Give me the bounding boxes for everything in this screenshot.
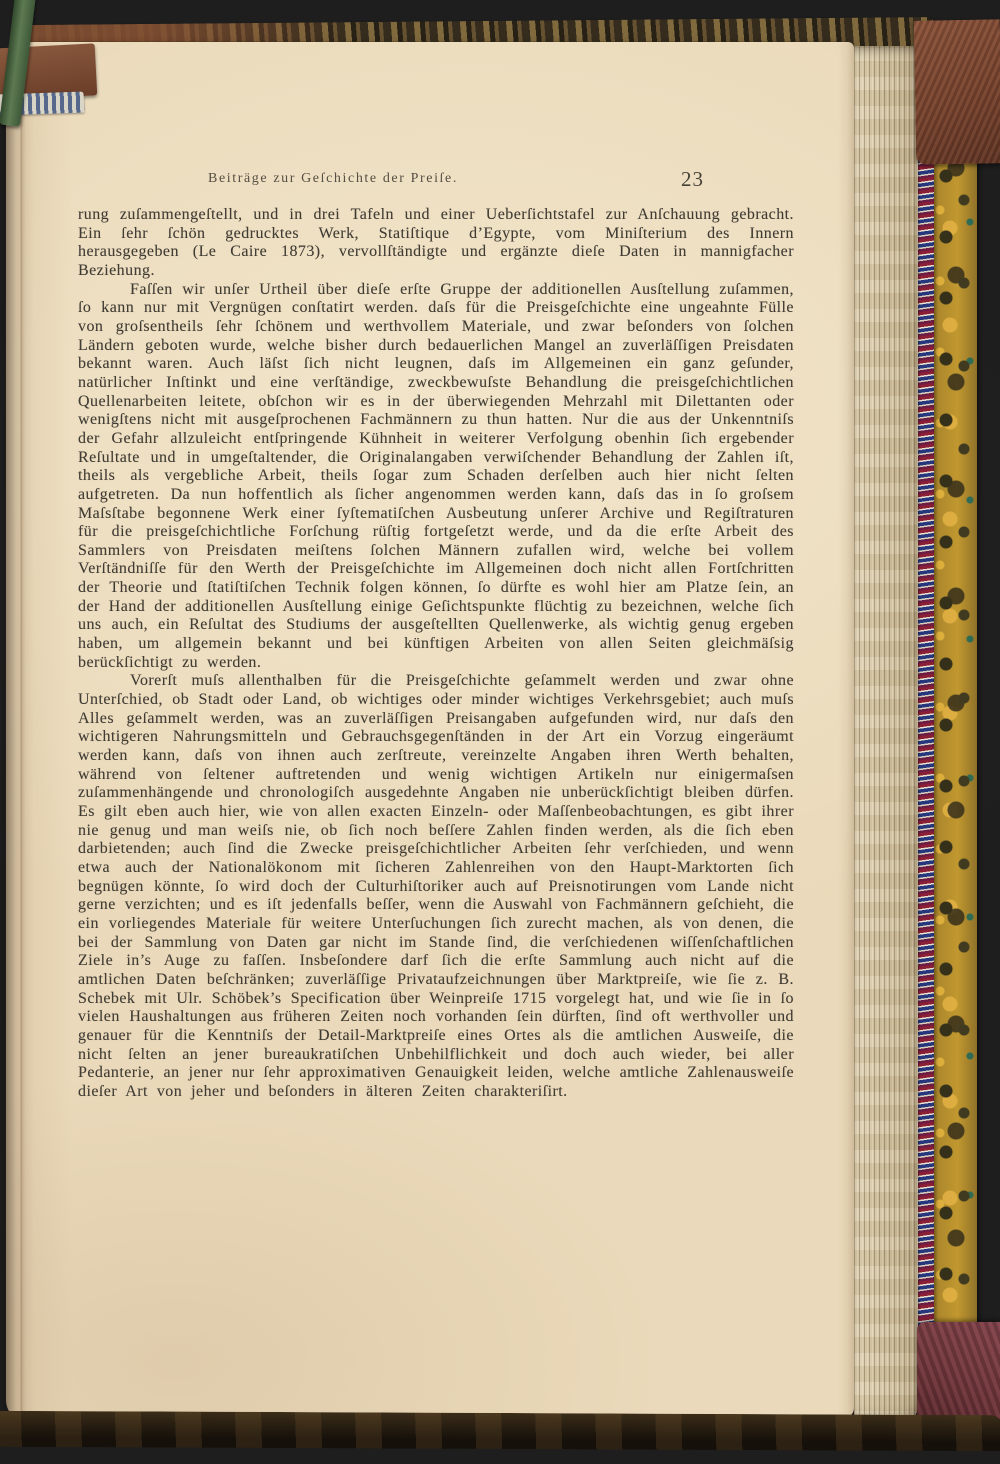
book-page xyxy=(6,42,854,1418)
page-body-text xyxy=(78,206,794,1102)
leather-corner-top-right xyxy=(914,19,1000,164)
printed-text-area xyxy=(78,42,794,1418)
paragraph-vorerst: Vorerſt muſs allenthalben für die Preisgeſchichte geſammelt werden und zwar ohne Unterſchied, ob Stadt oder Land, ob wichtiges oder minder wichtiges Verkehrsgebiet; auch muſs Alles geſammelt werden, was an zuverläſſigen Preisangaben aufgefunden wird, nur daſs den wichtigeren Nahrungsmitteln und Gebrauchsgegenſtänden in der Art ein Vorzug eingeräumt werden kann, daſs von ihnen auch zerſtreute, vereinzelte Angaben ihren Werth behalten, während von ſeltener auftretenden und wenig wichtigen Artikeln nur einigermaſsen zuſammenhängende und chronologiſch ausgedehnte Angaben nie unberückſichtigt bleiben dürfen. Es gilt eben auch hier, wie von allen exacten Einzeln- oder Maſſenbeobachtungen, es gibt ihrer nie genug und man weiſs nie, ob ſich noch beſſere Zahlen finden werden, als die ſich eben darbietenden; auch ſind die Zwecke preisgeſchichtlicher Arbeiten ſehr verſchieden, und wenn etwa auch der Nationalökonom mit ſicheren Zahlenreihen von den Haupt-Marktorten ſich begnügen könnte, ſo wird doch der Culturhiſtoriker auch auf Preisnotirungen vom Lande nicht gerne verzichten; und es iſt jedenfalls beſſer, wenn die Auswahl von Fachmännern geſchieht, die ein vorliegendes Materiale für weitere Unterſuchungen ſich zurecht machen, als von denen, die bei der Sammlung von Daten gar nicht im Stande ſind, die verſchiedenen wiſſenſchaftlichen Ziele in’s Auge zu faſſen. Insbeſondere darf ſich die erſte Sammlung auch nicht auf die amtlichen Daten beſchränken; zuverläſſige Privataufzeichnungen über Marktpreiſe, wie ſie z. B. Schebek mit Ulr. Schöbek’s Specification über Weinpreiſe 1715 vorgelegt hat, und wie ſie in ſo vielen Haushaltungen aus früheren Zeiten noch vorhanden ſein dürften, ſind oft werthvoller und genauer für die Kenntniſs der Detail-Marktpreiſe eines Ortes als die amtlichen Ausweiſe, die nicht ſelten an jener bureaukratiſchen Unbehilflichkeit und doch auch wieder, bei aller Pedanterie, an jener nur ſehr approximativen Genauigkeit leiden, welche amtliche Zahlenausweiſe dieſer Art von jeher und beſonders in älteren Zeiten charakteriſirt. xyxy=(78,672,794,1100)
running-header-title: Beiträge zur Geſchichte der Preiſe. xyxy=(208,171,458,186)
paragraph-fassen-wir: Faſſen wir unſer Urtheil über dieſe erſte Gruppe der additionellen Ausſtellung zuſammen, ſo kann nur mit Vergnügen conſtatirt werden. daſs für die Preisgeſchichte eine ungeahnte Fülle von groſsentheils ſehr ſchönem und werthvollem Materiale, und zwar beſonders von ſolchen Ländern geboten wurde, welche bisher durch bedauerlichen Mangel an zuverläſſigen Preisdaten bekannt waren. Auch läſst ſich nicht leugnen, daſs im Allgemeinen ein ganz geſunder, natürlicher Inſtinkt und eine verſtändige, zweckbewuſste Behandlung die preisgeſchichtlichen Quellenarbeiten leitete, obſchon wir es in der überwiegenden Mehrzahl mit Dilettanten oder wenigſtens nicht mit ausgeſprochenen Fachmännern zu thun hatten. Nur die aus der Unkenntniſs der Gefahr allzuleicht entſpringende Kühnheit in weiterer Verfolgung obenhin ſich ergebender Reſultate und in umgeſtaltender, die Originalangaben verwiſchender Behandlung der Zahlen iſt, theils als vergebliche Arbeit, theils ſogar zum Schaden derſelben auch hier nicht ſelten aufgetreten. Da nun hoffentlich als ſicher angenommen werden kann, daſs das in ſo groſsem Maſsſtabe begonnene Werk einer ſyſtematiſchen Ausbeutung unſerer Archive und Regiſtraturen für die preisgeſchichtliche Forſchung rüſtig fortgeſetzt werde, und da die erſte Arbeit des Sammlers von Preisdaten meiſtens ſolchen Männern zufallen wird, welche bei vollem Verſtändniſſe für den Werth der Preisgeſchichte im Allgemeinen doch nicht allen Fortſchritten der Theorie und ſtatiſtiſchen Technik folgen können, ſo dürfte es wohl hier am Platze ſein, an der Hand der additionellen Ausſtellung einige Geſichtspunkte flüchtig zu bezeichnen, welche ſich uns auch, ein Reſultat des Studiums der ausgeſtellten Quellenwerke, als wichtig genug ergeben haben, um allgemein bekannt und bei künftigen Arbeiten von allen Seiten gleichmäſsig berückſichtigt zu werden. xyxy=(78,280,794,671)
page-number: 23 xyxy=(681,167,704,191)
book-bottom-edge xyxy=(0,1411,1000,1451)
running-header xyxy=(78,167,794,195)
paragraph-continuation: rung zuſammengeſtellt, und in drei Tafeln und einer Ueberſichtstafel zur Anſchauung gebracht. Ein ſehr ſchön gedrucktes Werk, Statiſtique d’Egypte, vom Miniſterium des Innern herausgegeben (Le Caire 1873), vervollſtändigte und ergänzte dieſe Daten in mannigfacher Beziehung. xyxy=(78,206,794,279)
marbled-endpaper-strip xyxy=(918,58,934,1414)
page-edges-stack xyxy=(854,46,918,1424)
marbled-cover-board xyxy=(934,158,977,1326)
